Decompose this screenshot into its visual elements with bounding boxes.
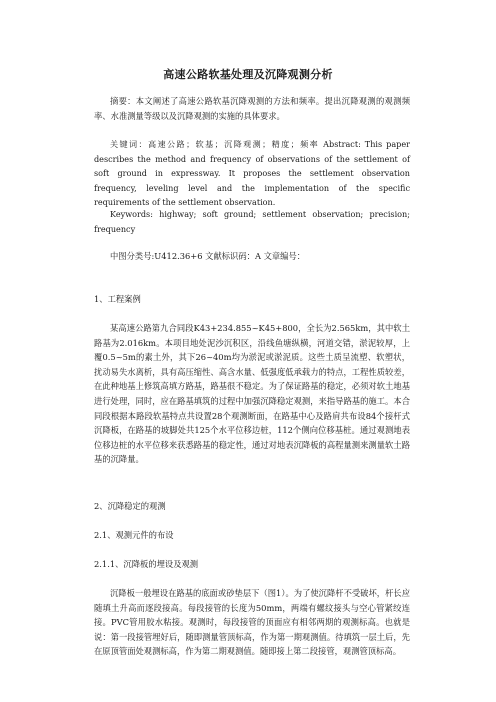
section-2-heading: 2、沉降稳定的观测: [94, 501, 166, 511]
document-title: 高速公路软基处理及沉降观测分析: [163, 68, 333, 81]
section-2-1-1-body: 沉降板一般埋设在路基的底面或砂垫层下（图1）。为了使沉降杆不受破坏，杆长应随填土升高而逐段接高。每段接管的长度为50mm，两端有螺纹接头与空心管紧绞连接。PVC管用胶水粘接。观测时，每段接管的顶面应有相邻两期的观测标高。也就是说：第一段接管埋好后，随即测量管顶标高，作为第一期观测值。待填筑一层土后，先在原顶管面处观测标高，作为第二期观测值。随即接上第二段接管，观测管顶标高。: [94, 588, 410, 657]
section-2-1-1-heading: 2.1.1、沉降板的埋设及观测: [94, 559, 199, 569]
abstract-paragraph: 摘要：本文阐述了高速公路软基沉降观测的方法和频率。提出沉降观测的观测频率、水准测量等级以及沉降观测的实施的具体要求。: [94, 96, 410, 121]
keywords-abstract-paragraph: 关键词：高速公路；软基；沉降观测；精度；频率 Abstract: This paper describes the method and frequency of observations of the settlement of soft ground in expressway. It proposes the settlement observation frequency, leveling level and the implementation of the specific requirements of the settlement observation.: [94, 139, 410, 208]
english-keywords-paragraph: Keywords: highway; soft ground; settlement observation; precision; frequency: [94, 209, 410, 234]
section-1-body: 某高速公路第九合同段K43+234.855~K45+800，全长为2.565km，其中软土路基为2.016km。本项目地处泥沙沉积区，沿线鱼塘纵横，河道交错，淤泥较厚，上覆0.5~5m的素土外，其下26~40m均为淤泥或淤泥质。这些土质呈流塑、软塑状，扰动易失水离析，具有高压缩性、高含水量、低强度低承载力的特点，工程性质较差，在此种地基上修筑高填方路基，路基很不稳定。为了保证路基的稳定，必须对软土地基进行处理，同时，应在路基填筑的过程中加强沉降稳定观测，来指导路基的施工。本合同段根据本路段软基特点共设置28个观测断面，在路基中心及路肩共布设84个接杆式沉降板，在路基的坡脚处共125个水平位移边桩，112个侧向位移基桩。通过观测地表位移边桩的水平位移来获悉路基的稳定性，通过对地表沉降板的高程量测来测量软土路基的沉降量。: [94, 323, 410, 465]
section-2-1-heading: 2.1、观测元件的布设: [94, 530, 174, 540]
section-1-heading: 1、工程案例: [94, 294, 141, 304]
classification-line: 中图分类号:U412.36+6 文献标识码：A 文章编号：: [110, 251, 306, 261]
